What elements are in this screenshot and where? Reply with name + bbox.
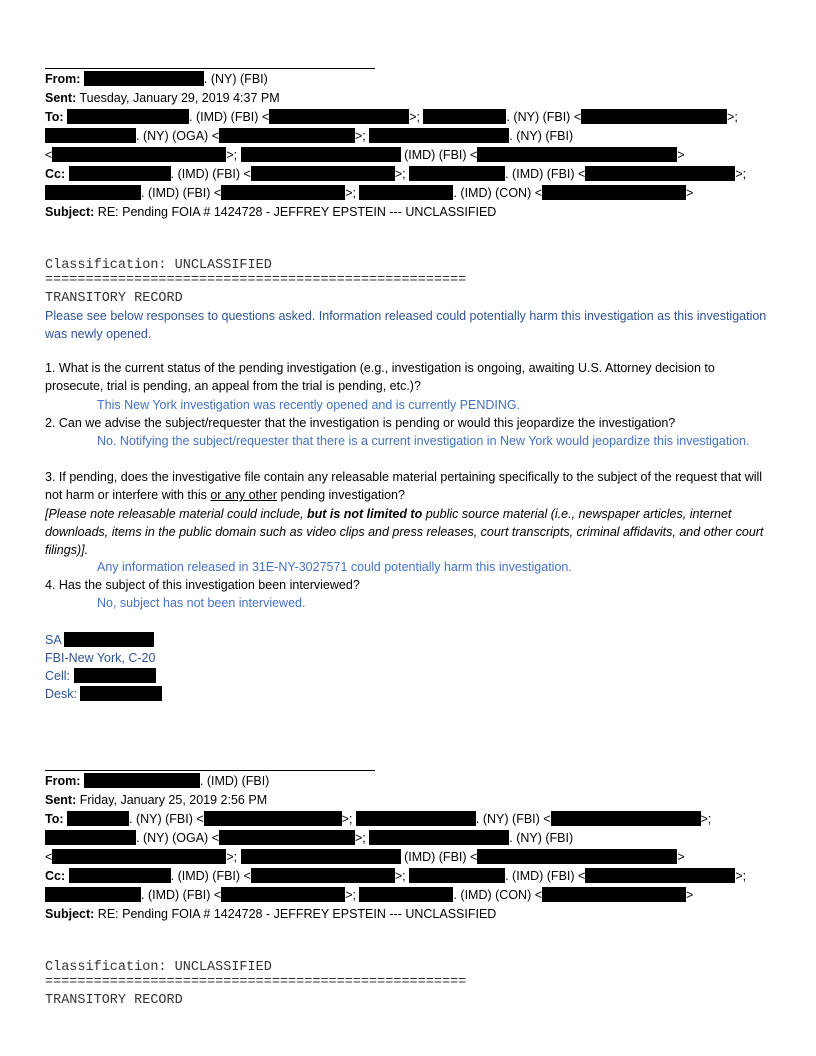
redaction-block [269,109,409,124]
from-label: From: [45,72,81,86]
redaction-block [369,128,509,143]
cc-text: > [686,888,694,902]
redaction-block [221,887,345,902]
to-text: >; [341,812,353,826]
question-4: 4. Has the subject of this investigation been interviewed? [45,578,360,592]
redaction-block [67,811,129,826]
cc-text: >; [394,167,406,181]
redaction-block [477,147,677,162]
to-text: . (NY) (FBI) < [506,110,582,124]
classification-label-2: Classification: UNCLASSIFIED [45,960,272,975]
to-text: >; [727,110,738,124]
redaction-block [52,147,226,162]
signature-cell-label: Cell: [45,669,71,683]
redaction-block [581,109,727,124]
redaction-block [585,868,735,883]
signature-sa [45,631,775,649]
note-text-end: public source material (i.e., newspaper articles, internet downloads, items in the public domain such as video clips and press releases, court transcripts, criminal affidavits, and other court filings)]. [45,507,764,557]
redaction-block [542,887,686,902]
question-3-underline: or any other [210,488,278,502]
answer-4: No, subject has not been interviewed. [97,596,306,610]
redaction-block [423,109,506,124]
redaction-block [369,830,509,845]
answer-3: Any information released in 31E-NY-3027571 could potentially harm this investigation. [97,560,572,574]
transitory-record-label: TRANSITORY RECORD [45,291,183,306]
cc-text: . (IMD) (FBI) < [141,888,222,902]
redaction-block [251,868,395,883]
signature-desk-label: Desk: [45,687,77,701]
email-from-line [45,70,776,89]
cc-text: . (IMD) (CON) < [453,186,543,200]
to-label: To: [45,812,64,826]
equals-rule: ==================================================== [45,273,467,288]
cc-label: Cc: [45,869,66,883]
email2-cc-line-2 [45,886,776,905]
email-to-line-2 [45,127,776,146]
redaction-block [80,686,162,701]
cc-text: >; [345,888,356,902]
signature-office: FBI-New York, C-20 [45,651,156,665]
to-text: . (NY) (OGA) < [136,129,219,143]
classification-label: Classification: UNCLASSIFIED [45,258,272,273]
to-text: > [677,148,685,162]
redaction-block [84,773,200,788]
from-value: . (NY) (FBI) [203,72,268,86]
redaction-block [69,166,171,181]
email-sent-line [45,89,776,108]
cc-text: . (IMD) (FBI) < [170,167,251,181]
subject-label: Subject: [45,907,95,921]
email-to-line-1 [45,108,776,127]
cc-text: >; [735,869,747,883]
email-cc-line-2 [45,184,776,203]
question-3 [45,468,775,504]
email2-cc-line-1 [45,867,776,886]
question-3-text-end: pending investigation? [277,488,405,502]
from-value: . (IMD) (FBI) [199,774,270,788]
sent-label: Sent: [45,793,77,807]
redaction-block [219,128,355,143]
redaction-block [551,811,701,826]
cc-text: >; [735,167,747,181]
email2-from-line [45,772,776,791]
redaction-block [45,128,136,143]
answer-2 [45,432,775,450]
releasable-note [45,505,775,559]
subject-value: RE: Pending FOIA # 1424728 - JEFFREY EPSTEIN --- UNCLASSIFIED [97,907,497,921]
answer-1: This New York investigation was recently opened and is currently PENDING. [97,398,521,412]
redaction-block [64,632,154,647]
subject-label: Subject: [45,205,95,219]
equals-rule-2: ==================================================== [45,975,467,990]
question-1: 1. What is the current status of the pending investigation (e.g., investigation is ongoing, awaiting U.S. Attorney decision to prosecute, trial is pending, an appeal from the trial is pending, etc.)? [45,361,715,393]
cc-text: >; [394,869,406,883]
transitory-record-label-2: TRANSITORY RECORD [45,993,183,1008]
redaction-block [69,868,171,883]
cc-text: . (IMD) (FBI) < [505,869,586,883]
email2-to-line-2 [45,829,776,848]
redaction-block [251,166,395,181]
redaction-block [221,185,345,200]
from-label: From: [45,774,81,788]
cc-text: . (IMD) (FBI) < [141,186,222,200]
to-text: >; [355,129,366,143]
note-bold: but is not limited to [306,507,423,521]
email-cc-line-1 [45,165,776,184]
email2-to-line-1 [45,810,776,829]
question-2: 2. Can we advise the subject/requester that the investigation is pending or would this jeopardize the investigation? [45,416,676,430]
to-label: To: [45,110,64,124]
to-text: > [677,850,685,864]
cc-text: > [686,186,694,200]
redaction-block [409,166,505,181]
redaction-block [52,849,226,864]
redaction-block [409,868,505,883]
cc-text: . (IMD) (CON) < [453,888,543,902]
email-to-line-3 [45,146,776,165]
email2-subject-line [45,905,776,924]
redaction-block [585,166,735,181]
cc-text: . (IMD) (FBI) < [170,869,251,883]
separator-line [45,68,375,69]
redaction-block [542,185,686,200]
redaction-block [45,830,136,845]
to-text: . (NY) (FBI) [509,831,574,845]
to-text: >; [700,812,712,826]
to-text: (IMD) (FBI) < [404,850,478,864]
redaction-block [241,849,401,864]
redaction-block [219,830,355,845]
to-text: >; [226,850,238,864]
email2-sent-line [45,791,776,810]
email-subject-line [45,203,776,222]
to-text: >; [355,831,366,845]
sent-value: Friday, January 25, 2019 2:56 PM [79,793,268,807]
to-text: (IMD) (FBI) < [404,148,478,162]
sent-value: Tuesday, January 29, 2019 4:37 PM [79,91,280,105]
redaction-block [359,887,453,902]
redaction-block [241,147,401,162]
to-text: . (NY) (FBI) < [475,812,551,826]
redaction-block [356,811,476,826]
sent-label: Sent: [45,91,77,105]
redaction-block [359,185,453,200]
signature-cell [45,667,775,685]
signature-sa-label: SA [45,633,61,647]
signature-desk [45,685,775,703]
subject-value: RE: Pending FOIA # 1424728 - JEFFREY EPSTEIN --- UNCLASSIFIED [97,205,497,219]
to-text: . (NY) (FBI) [509,129,574,143]
redaction-block [477,849,677,864]
separator-line [45,770,375,771]
cc-text: . (IMD) (FBI) < [505,167,586,181]
note-text: [Please note releasable material could include, [45,507,307,521]
redaction-block [45,185,141,200]
answer-2-text: No. Notifying the subject/requester that there is a current investigation in New York would jeopardize this investigation. [97,434,750,448]
to-text: . (NY) (OGA) < [136,831,219,845]
intro-paragraph: Please see below responses to questions asked. Information released could potentially harm this investigation as this investigation was newly opened. [45,309,767,341]
to-text: . (IMD) (FBI) < [189,110,270,124]
cc-label: Cc: [45,167,66,181]
to-text: . (NY) (FBI) < [129,812,204,826]
redaction-block [204,811,342,826]
cc-text: >; [345,186,356,200]
to-text: < [45,850,53,864]
to-text: < [45,148,53,162]
redaction-block [45,887,141,902]
to-text: >; [409,110,420,124]
redaction-block [84,71,204,86]
redaction-block [67,109,189,124]
redaction-block [74,668,156,683]
question-3-text: 3. If pending, does the investigative file contain any releasable material pertaining specifically to the subject of the request that will not harm or interfere with this [45,470,763,502]
to-text: >; [226,148,238,162]
email2-to-line-3 [45,848,776,867]
